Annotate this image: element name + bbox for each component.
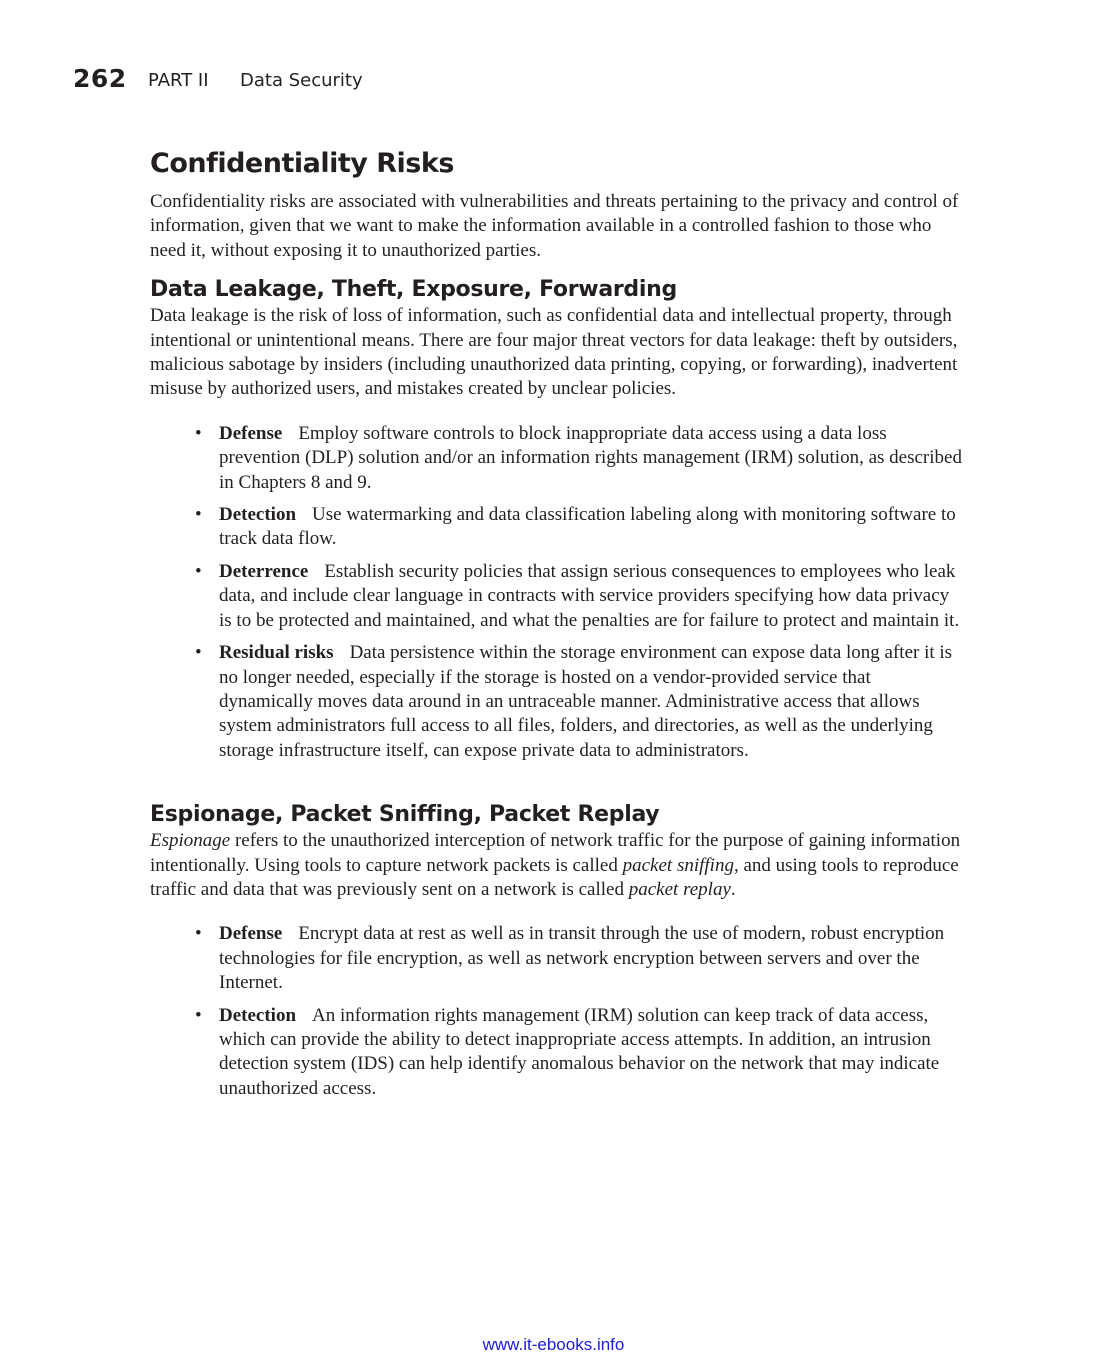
list-item-term: Defense (219, 422, 283, 444)
subsection-body-data-leakage: Data leakage is the risk of loss of information, such as confidential data and intellectual property, through intentional or unintentional means. There are four major threat vectors for data leakage: theft by outsiders, malicious sabotage by insiders (including unauthorized data printing, copying, or forwarding), inadvertent misuse by authorized users, and mistakes created by unclear policies. (150, 305, 958, 400)
section-intro: Confidentiality risks are associated with vulnerabilities and threats pertaining to the privacy and control of information, given that we want to make the information available in a controlled fashion to those who need it, without exposing it to unauthorized parties. (150, 191, 959, 261)
list-item (195, 503, 962, 552)
list-item-text: Use watermarking and data classification labeling along with monitoring software to track data flow. (219, 504, 956, 550)
list-item (195, 1004, 962, 1102)
body-part-1: refers to the unauthorized interception of network traffic for the purpose of gaining information intentionally. Using tools to capture network packets is called (150, 830, 961, 876)
list-item-text: Employ software controls to block inappropriate data access using a data loss prevention (DLP) solution and/or an information rights management (IRM) solution, as described in Chapters 8 and 9. (219, 422, 962, 493)
list-item-term: Detection (219, 504, 297, 526)
list-item (195, 922, 962, 995)
subsection-title-data-leakage: Data Leakage, Theft, Exposure, Forwarding (150, 277, 677, 303)
list-item-term: Residual risks (219, 642, 334, 664)
subsection-title-espionage: Espionage, Packet Sniffing, Packet Replay (150, 802, 660, 828)
body-part-2: , and using tools to reproduce traffic and data that was previously sent on a network is called (150, 854, 959, 900)
list-item (195, 422, 962, 495)
bullet-icon: • (195, 504, 202, 526)
list-item-text: Establish security policies that assign serious consequences to employees who leak data, and include clear language in contracts with service providers specifying how data privacy is to be protected and maintained, and what the penalties are for failure to protect and maintain it. (219, 560, 960, 631)
page-body (150, 148, 962, 1109)
list-item-text: Encrypt data at rest as well as in transit through the use of modern, robust encryption technologies for file encryption, as well as network encryption between servers and over the Internet. (219, 923, 945, 994)
subsection-body-espionage (150, 829, 962, 902)
list-item-text: An information rights management (IRM) solution can keep track of data access, which can provide the ability to detect inappropriate access attempts. In addition, an intrusion detection system (IDS) can help identify anomalous behavior on the network that may indicate unauthorized access. (219, 1004, 940, 1099)
bullet-icon: • (195, 422, 202, 444)
term-packet-sniffing: packet sniffing (622, 854, 734, 876)
part-title: Data Security (240, 70, 363, 91)
term-espionage: Espionage (150, 830, 231, 852)
term-packet-replay: packet replay (628, 878, 731, 900)
footer-link[interactable]: www.it-ebooks.info (482, 1335, 625, 1354)
data-leakage-list (150, 422, 962, 763)
espionage-list (150, 922, 962, 1101)
list-item (195, 641, 962, 763)
bullet-icon: • (195, 923, 202, 945)
list-item-text: Data persistence within the storage environment can expose data long after it is no longer needed, especially if the storage is hosted on a vendor-provided service that dynamically moves data around in an untraceable manner. Administrative access that allows system administrators full access to all files, folders, and directories, as well as the underlying storage infrastructure itself, can expose private data to administrators. (219, 642, 953, 761)
page-number: 262 (73, 64, 127, 93)
part-label: PART II (148, 70, 209, 91)
list-item-term: Detection (219, 1004, 297, 1026)
bullet-icon: • (195, 642, 202, 664)
section-title: Confidentiality Risks (150, 148, 454, 179)
body-part-3: . (730, 878, 736, 900)
bullet-icon: • (195, 560, 202, 582)
list-item (195, 560, 962, 633)
bullet-icon: • (195, 1004, 202, 1026)
list-item-term: Defense (219, 923, 283, 945)
list-item-term: Deterrence (219, 560, 309, 582)
